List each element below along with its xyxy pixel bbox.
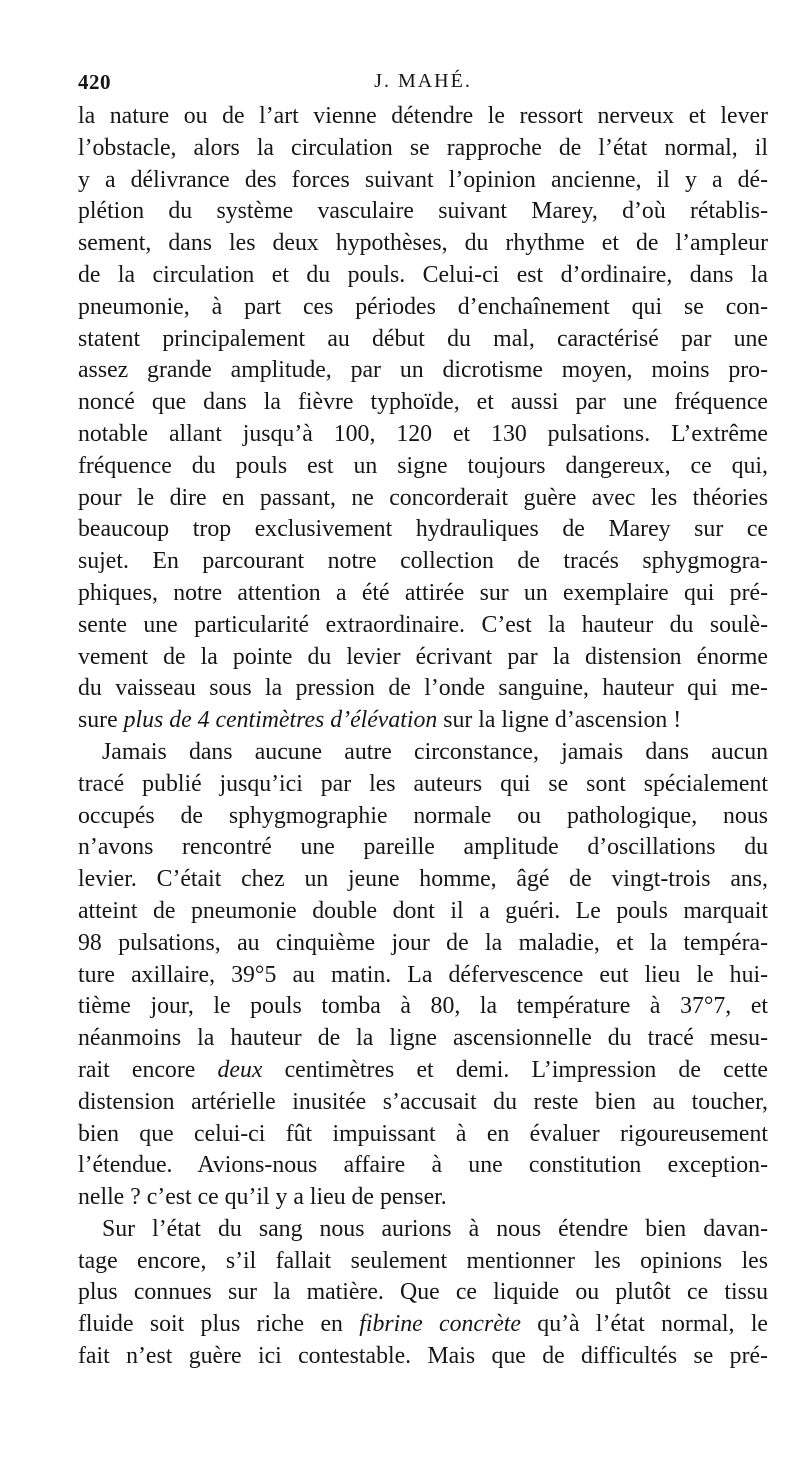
text-line: tage encore, s’il fallait seulement mentionner les opinions les bbox=[78, 1247, 768, 1274]
text-line: fréquence du pouls est un signe toujours dangereux, ce qui, bbox=[78, 452, 768, 479]
text-line: plétion du système vasculaire suivant Marey, d’où rétablis- bbox=[78, 198, 768, 225]
text-line: nelle ? c’est ce qu’il y a lieu de penser. bbox=[78, 1184, 447, 1211]
text-line: atteint de pneumonie double dont il a guéri. Le pouls marquait bbox=[78, 897, 768, 924]
text-line: tième jour, le pouls tomba à 80, la température à 37°7, et bbox=[78, 993, 768, 1020]
text-line bbox=[78, 1055, 768, 1087]
running-head: J. MAHÉ. bbox=[374, 70, 472, 92]
text-line: l’obstacle, alors la circulation se rapproche de l’état normal, il bbox=[78, 134, 768, 161]
text-segment: fluide soit plus riche en bbox=[78, 1311, 360, 1338]
text-line: 98 pulsations, au cinquième jour de la maladie, et la tempéra- bbox=[78, 929, 768, 956]
text-line: Jamais dans aucune autre circonstance, jamais dans aucun bbox=[102, 738, 768, 765]
page-number: 420 bbox=[78, 70, 111, 94]
text-segment: rait encore bbox=[78, 1056, 218, 1083]
text-line: vement de la pointe du levier écrivant par la distension énorme bbox=[78, 643, 768, 670]
text-line: levier. C’était chez un jeune homme, âgé de vingt-trois ans, bbox=[78, 866, 768, 893]
text-line: l’étendue. Avions-nous affaire à une constitution exception- bbox=[78, 1152, 768, 1179]
text-line: bien que celui-ci fût impuissant à en évaluer rigoureusement bbox=[78, 1120, 768, 1147]
emphasized-text: fibrine concrète bbox=[359, 1311, 521, 1338]
text-line: y a délivrance des forces suivant l’opinion ancienne, il y a dé- bbox=[78, 166, 768, 193]
text-line: pour le dire en passant, ne concorderait guère avec les théories bbox=[78, 484, 768, 511]
text-line: sente une particularité extraordinaire. C’est la hauteur du soulè- bbox=[78, 611, 768, 638]
text-line bbox=[78, 705, 768, 737]
text-line: pneumonie, à part ces périodes d’enchaînement qui se con- bbox=[78, 293, 768, 320]
emphasized-text: deux bbox=[217, 1056, 263, 1083]
text-line: fait n’est guère ici contestable. Mais que de difficultés se pré- bbox=[78, 1343, 768, 1370]
text-line: phiques, notre attention a été attirée sur un exemplaire qui pré- bbox=[78, 579, 768, 606]
emphasized-text: plus de 4 centimètres d’élévation bbox=[123, 707, 438, 734]
text-segment: centimètres et demi. L’impression de cette bbox=[262, 1056, 768, 1083]
text-line: n’avons rencontré une pareille amplitude d’oscillations du bbox=[78, 834, 768, 861]
text-line: statent principalement au début du mal, caractérisé par une bbox=[78, 325, 768, 352]
text-line: assez grande amplitude, par un dicrotisme moyen, moins pro- bbox=[78, 357, 768, 384]
text-line: néanmoins la hauteur de la ligne ascensionnelle du tracé mesu- bbox=[78, 1025, 768, 1052]
text-line: occupés de sphygmographie normale ou pathologique, nous bbox=[78, 802, 768, 829]
text-segment: sur la ligne d’ascension ! bbox=[437, 707, 682, 734]
text-line: de la circulation et du pouls. Celui-ci est d’ordinaire, dans la bbox=[78, 261, 768, 288]
text-line: la nature ou de l’art vienne détendre le ressort nerveux et lever bbox=[78, 103, 768, 129]
body-text bbox=[78, 101, 768, 1373]
text-line: tracé publié jusqu’ici par les auteurs qui se sont spécialement bbox=[78, 770, 768, 797]
text-line: plus connues sur la matière. Que ce liquide ou plutôt ce tissu bbox=[78, 1279, 768, 1306]
text-line: notable allant jusqu’à 100, 120 et 130 pulsations. L’extrême bbox=[78, 420, 768, 447]
text-line: distension artérielle inusitée s’accusait du reste bien au toucher, bbox=[78, 1088, 768, 1115]
text-segment: sure bbox=[78, 707, 124, 734]
page-header bbox=[78, 70, 768, 100]
text-segment: qu’à l’état normal, le bbox=[520, 1311, 768, 1338]
text-line: sujet. En parcourant notre collection de tracés sphygmogra- bbox=[78, 548, 768, 575]
text-line: Sur l’état du sang nous aurions à nous étendre bien davan- bbox=[102, 1215, 768, 1242]
text-line: sement, dans les deux hypothèses, du rhythme et de l’ampleur bbox=[78, 230, 768, 257]
text-line: ture axillaire, 39°5 au matin. La défervescence eut lieu le hui- bbox=[78, 961, 768, 988]
text-line: beaucoup trop exclusivement hydrauliques de Marey sur ce bbox=[78, 516, 768, 543]
text-line: du vaisseau sous la pression de l’onde sanguine, hauteur qui me- bbox=[78, 675, 768, 702]
text-line bbox=[78, 1309, 768, 1341]
text-line: noncé que dans la fièvre typhoïde, et aussi par une fréquence bbox=[78, 389, 768, 416]
